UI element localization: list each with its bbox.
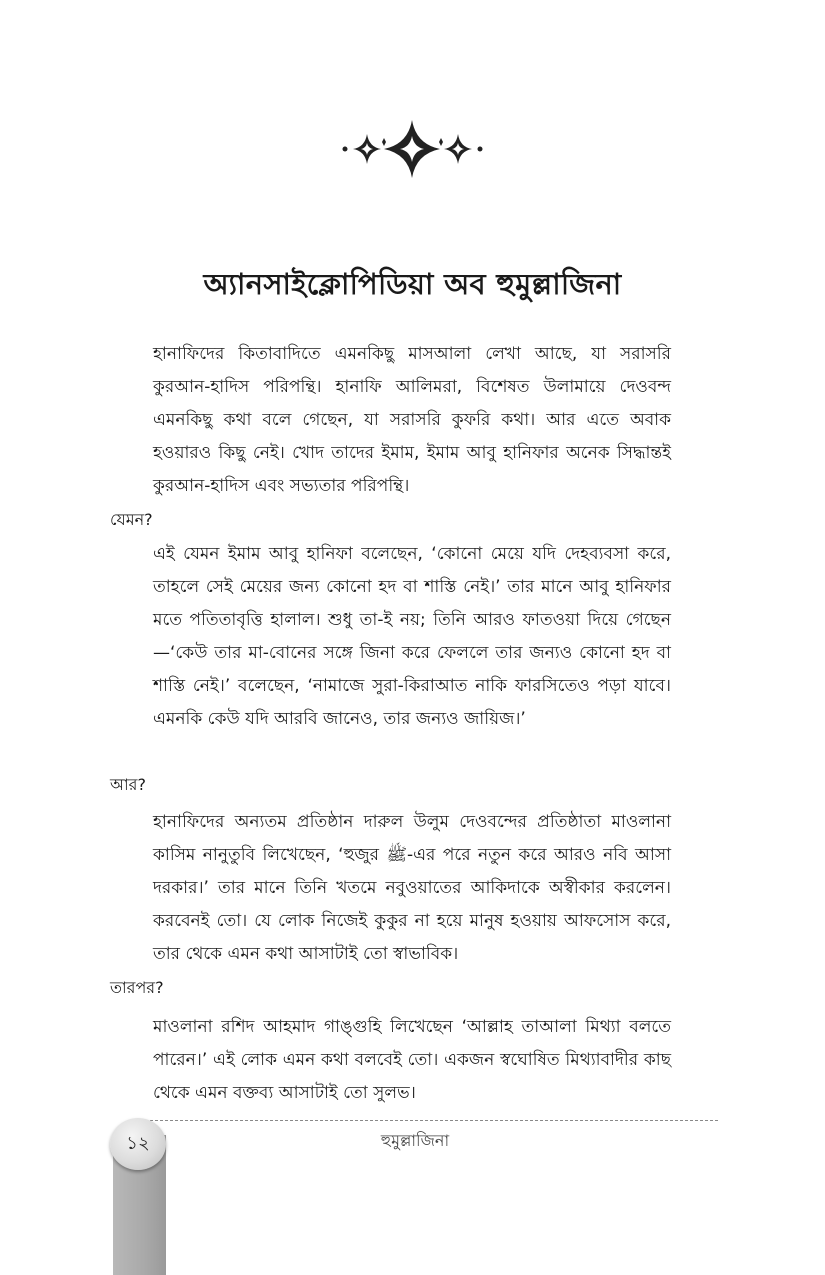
- question-label: যেমন?: [110, 510, 153, 529]
- paragraph-gangohi: মাওলানা রশিদ আহমাদ গাঙ্গুহি লিখেছেন ‘আল্লাহ তাআলা মিথ্যা বলতে পারেন।’ এই লোক এমন কথা বলবেই তো। একজন স্বঘোষিত মিথ্যাবাদীর কাছ থেকে এমন বক্তব্য আসাটাই তো সুলভ।: [153, 1017, 671, 1103]
- chapter-title: অ্যানসাইক্লোপিডিয়া অব হুমুল্লাজিনা: [203, 267, 622, 301]
- paragraph-nanutubi: হানাফিদের অন্যতম প্রতিষ্ঠান দারুল উলুম দেওবন্দের প্রতিষ্ঠাতা মাওলানা কাসিম নানুতুবি লিখেছেন, ‘হুজুর ﷺ-এর পরে নতুন করে আরও নবি আসা দরকার।’ তার মানে তিনি খতমে নবুওয়াতের আকিদাকে অস্বীকার করলেন। করবেনই তো। যে লোক নিজেই কুকুর না হয়ে মানুষ হওয়ায় আফসোস করে, তার থেকে এমন কথা আসাটাই তো স্বাভাবিক।: [153, 812, 672, 964]
- footer-divider: [140, 1120, 718, 1121]
- question-label: আর?: [110, 775, 146, 794]
- running-head: হুমুল্লাজিনা: [380, 1131, 450, 1150]
- question-label: তারপর?: [110, 978, 164, 997]
- page-number: ১২: [110, 1118, 166, 1170]
- paragraph-intro: হানাফিদের কিতাবাদিতে এমনকিছু মাসআলা লেখা আছে, যা সরাসরি কুরআন-হাদিস পরিপন্থি। হানাফি আলিমরা, বিশেষত উলামায়ে দেওবন্দ এমনকিছু কথা বলে গেছেন, যা সরাসরি কুফরি কথা। আর এতে অবাক হওয়ারও কিছু নেই। খোদ তাদের ইমাম, ইমাম আবু হানিফার অনেক সিদ্ধান্তই কুরআন-হাদিস এবং সভ্যতার পরিপন্থি।: [153, 344, 671, 496]
- paragraph-abu-hanifa: এই যেমন ইমাম আবু হানিফা বলেছেন, ‘কোনো মেয়ে যদি দেহব্যবসা করে, তাহলে সেই মেয়ের জন্য কোনো হদ বা শাস্তি নেই।’ তার মানে আবু হানিফার মতে পতিতাবৃত্তি হালাল। শুধু তা-ই নয়; তিনি আরও ফাতওয়া দিয়ে গেছেন—‘কেউ তার মা-বোনের সঙ্গে জিনা করে ফেললে তার জন্যও কোনো হদ বা শাস্তি নেই।’ বলেছেন, ‘নামাজে সুরা-কিরাআত নাকি ফারসিতেও পড়া যাবে। এমনকি কেউ যদি আরবি জানেও, তার জন্যও জায়িজ।’: [153, 544, 671, 729]
- diamond-ornament-icon: [340, 118, 485, 180]
